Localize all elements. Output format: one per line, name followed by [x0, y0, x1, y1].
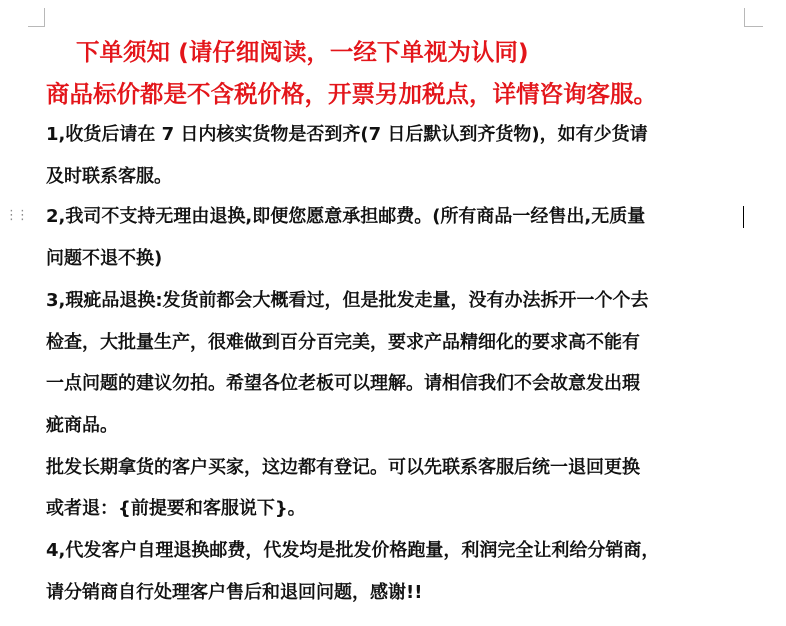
page-corner-mark-top-left [28, 8, 45, 27]
page-corner-mark-top-right [744, 8, 763, 27]
paragraph-3-line-3: 一点问题的建议勿拍。希望各位老板可以理解。请相信我们不会故意发出瑕 [46, 373, 640, 394]
paragraph-3-line-1: 3,瑕疵品退换:发货前都会大概看过，但是批发走量，没有办法拆开一个个去 [46, 290, 649, 311]
paragraph-4-line-1: 批发长期拿货的客户买家，这边都有登记。可以先联系客服后统一退回更换 [46, 457, 640, 478]
document-title: 下单须知 (请仔细阅读，一经下单视为认同) [76, 38, 529, 66]
paragraph-3-line-2: 检查，大批量生产，很难做到百分百完美，要求产品精细化的要求高不能有 [46, 332, 640, 353]
paragraph-2-line-2: 问题不退不换) [46, 248, 163, 269]
text-cursor [743, 206, 744, 228]
paragraph-4-line-2: 或者退：{前提要和客服说下}。 [46, 498, 306, 519]
drag-handle-icon[interactable]: ⋮⋮ [5, 208, 27, 223]
paragraph-1-line-1: 1,收货后请在 7 日内核实货物是否到齐(7 日后默认到齐货物)，如有少货请 [46, 124, 648, 145]
paragraph-2-line-1: 2,我司不支持无理由退换,即便您愿意承担邮费。(所有商品一经售出,无质量 [46, 206, 646, 227]
paragraph-5-line-1: 4,代发客户自理退换邮费，代发均是批发价格跑量，利润完全让利给分销商， [46, 540, 660, 561]
paragraph-1-line-2: 及时联系客服。 [46, 166, 172, 187]
tax-notice: 商品标价都是不含税价格，开票另加税点，详情咨询客服。 [46, 80, 657, 108]
paragraph-5-line-2: 请分销商自行处理客户售后和退回问题，感谢!! [46, 582, 423, 603]
paragraph-3-line-4: 疵商品。 [46, 415, 118, 436]
